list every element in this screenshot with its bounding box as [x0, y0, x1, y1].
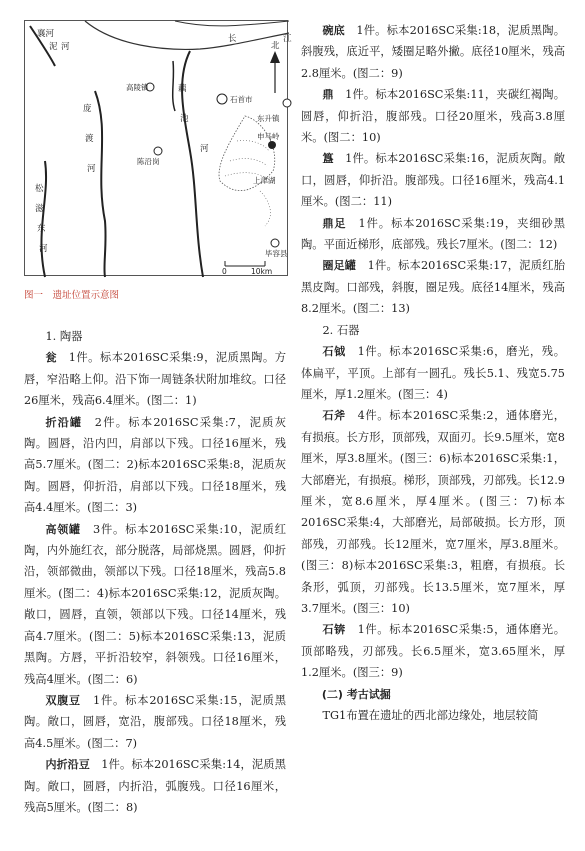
entry-wandi: 碗底 1件。标本2016SC采集:18，泥质黑陶。斜腹残，底近平，矮圈足略外撇。底径10厘米，残高2.8厘米。(图二：9) [301, 24, 565, 80]
site-location-map [24, 20, 292, 276]
svg-text:池: 池 [180, 114, 189, 124]
entry-gaolingguan: 高领罐 3件。标本2016SC采集:10，泥质红陶，内外施红衣，部分脱落，局部烧黑。圆唇，仰折沿，领部微曲，领部以下残。口径18厘米，残高5.8厘米。(图二：4)标本2016SC采集:12，泥质灰陶。敞口，圆唇，直领，领部以下残。口径14厘米，残高4.7厘米。(图二：5)标本2016SC采集:13，泥质黑陶。方唇，平折沿较窄，斜领残。口径16厘米，残高4厘米。(图二：6) [24, 522, 286, 686]
marker-shishou [217, 94, 227, 104]
term: 石钺 [322, 345, 346, 359]
marker-site [268, 141, 276, 149]
river-pangdu [95, 91, 106, 277]
label-north: 北 [271, 41, 280, 51]
term: 瓮 [45, 351, 57, 365]
term: 圈足罐 [322, 259, 357, 273]
svg-text:庞: 庞 [83, 104, 92, 114]
marker-county [271, 239, 279, 247]
label-yangtze-2: 江 [283, 34, 292, 44]
label-river-xiang-2: 泥 [49, 42, 58, 52]
entry-shiben: 石锛 1件。标本2016SC采集:5，通体磨光。顶部略残，刃部残。长6.5厘米，宽3.65厘米，厚1.2厘米。(图三：9) [301, 623, 565, 680]
label-county: 毕容县 [265, 249, 288, 258]
svg-text:滋: 滋 [35, 204, 44, 214]
entry-neizheyandou: 内折沿豆 1件。标本2016SC采集:14，泥质黑陶。敞口，圆唇，内折沿，弧腹残。口径16厘米，残高5厘米。(图二：8) [24, 758, 286, 814]
river-songzi [41, 161, 46, 277]
svg-text:松: 松 [35, 184, 44, 194]
heading-pottery: 1. 陶器 [45, 330, 83, 343]
entry-gui: 簋 1件。标本2016SC采集:16，泥质灰陶。敞口，圆唇，仰折沿。腹部残。口径16厘米，残高4.1厘米。(图二：11) [301, 152, 565, 209]
svg-text:藕: 藕 [178, 84, 187, 94]
map-drawing [25, 21, 292, 277]
label-lake: 上津湖 [253, 176, 276, 185]
scale-bar [225, 261, 265, 266]
marker-chenyangang [154, 147, 162, 155]
term: 石锛 [322, 623, 346, 637]
label-site: 申马岭 [257, 132, 280, 141]
entry-ding: 鼎 1件。标本2016SC采集:11，夹碳红褐陶。圆唇，仰折沿，腹部残。口径20厘米，残高3.8厘米。(图二：10) [301, 88, 565, 145]
label-river-xiang-3: 河 [61, 42, 70, 52]
river-branch [173, 61, 175, 111]
term: 碗底 [322, 24, 345, 37]
marker-dongsheng [283, 99, 291, 107]
label-scale-zero: 0 [222, 267, 227, 276]
label-scale-end: 10km [251, 267, 273, 276]
left-column [24, 326, 286, 818]
term: 簋 [322, 152, 334, 166]
label-chenyangang: 陈沿岗 [137, 157, 160, 166]
term: 石斧 [322, 409, 346, 423]
term: 折沿罐 [45, 415, 83, 429]
svg-text:河: 河 [200, 144, 209, 154]
entry-shifu: 石斧 4件。标本2016SC采集:2，通体磨光，有损痕。长方形，顶部残，双面刃。长9.5厘米，宽8厘米，厚3.8厘米。(图三：6)标本2016SC采集:1，大部磨光，有损痕。梯形，顶部残，刃部残。长12.9厘米，宽8.6厘米，厚4厘米。(图三：7)标本2016SC采集:4，大部磨光，局部破损。长方形，顶部残，刃部残。长12厘米，宽7厘米，厚3.8厘米。(图三：8)标本2016SC采集:3，粗磨，有损痕。长条形，弧顶，刃部残。长13.5厘米，宽7厘米，厚3.7厘米。(图三：10) [301, 409, 565, 615]
svg-text:渡: 渡 [85, 134, 94, 144]
entry-weng: 瓮 1件。标本2016SC采集:9，泥质黑陶。方唇，窄沿略上仰。沿下饰一周链条状附加堆纹。口径26厘米，残高6.4厘米。(图二：1) [24, 351, 286, 408]
entry-dingzu: 鼎足 1件。标本2016SC采集:19，夹细砂黑陶。平面近梯形，底部残。残长7厘米。(图二：12) [301, 216, 565, 252]
right-column [301, 20, 565, 726]
yangtze-south-bank [85, 21, 289, 49]
yangtze-north-bank [175, 21, 289, 26]
trench-text: TG1布置在遗址的西北部边缘处，地层较简 [322, 709, 539, 722]
label-gaoling: 高陵镇 [126, 83, 149, 92]
label-shishou: 石首市 [230, 95, 253, 104]
svg-text:河: 河 [39, 244, 48, 254]
heading-stone: 2. 石器 [322, 323, 360, 337]
term: 内折沿豆 [45, 758, 90, 772]
term: 鼎足 [322, 216, 347, 230]
label-river-xiang-1: 襄河 [37, 29, 55, 39]
term: 鼎 [322, 88, 334, 102]
term: 双腹豆 [45, 693, 81, 707]
term: 高领罐 [45, 522, 81, 536]
label-yangtze-1: 长 [228, 34, 237, 44]
label-dongsheng: 东升镇 [257, 114, 280, 123]
north-arrow [270, 51, 280, 93]
map-caption: 图一 遗址位置示意图 [24, 290, 120, 301]
heading-trench: (二) 考古试掘 [321, 687, 391, 701]
entry-zheyanguan: 折沿罐 2件。标本2016SC采集:7，泥质灰陶。圆唇，沿内凹，肩部以下残。口径16厘米，残高5.7厘米。(图二：2)标本2016SC采集:8，泥质灰陶。圆唇，仰折沿，肩部以下残。口径18厘米，残高4.4厘米。(图二：3) [24, 415, 286, 515]
svg-text:河: 河 [87, 164, 96, 174]
entry-shuangfudou: 双腹豆 1件。标本2016SC采集:15，泥质黑陶。敞口，圆唇，宽沿，腹部残。口径18厘米，残高4.5厘米。(图二：7) [24, 693, 286, 750]
svg-text:东: 东 [37, 224, 46, 234]
entry-shiyue: 石钺 1件。标本2016SC采集:6，磨光，残。体扁平，平顶。上部有一圆孔。残长5.1、残宽5.75厘米，厚1.2厘米。(图三：4) [301, 345, 565, 401]
entry-quanzuguan: 圈足罐 1件。标本2016SC采集:17，泥质红胎黑皮陶。口部残，斜腹，圈足残。底径14厘米，残高8.2厘米。(图二：13) [301, 259, 565, 316]
